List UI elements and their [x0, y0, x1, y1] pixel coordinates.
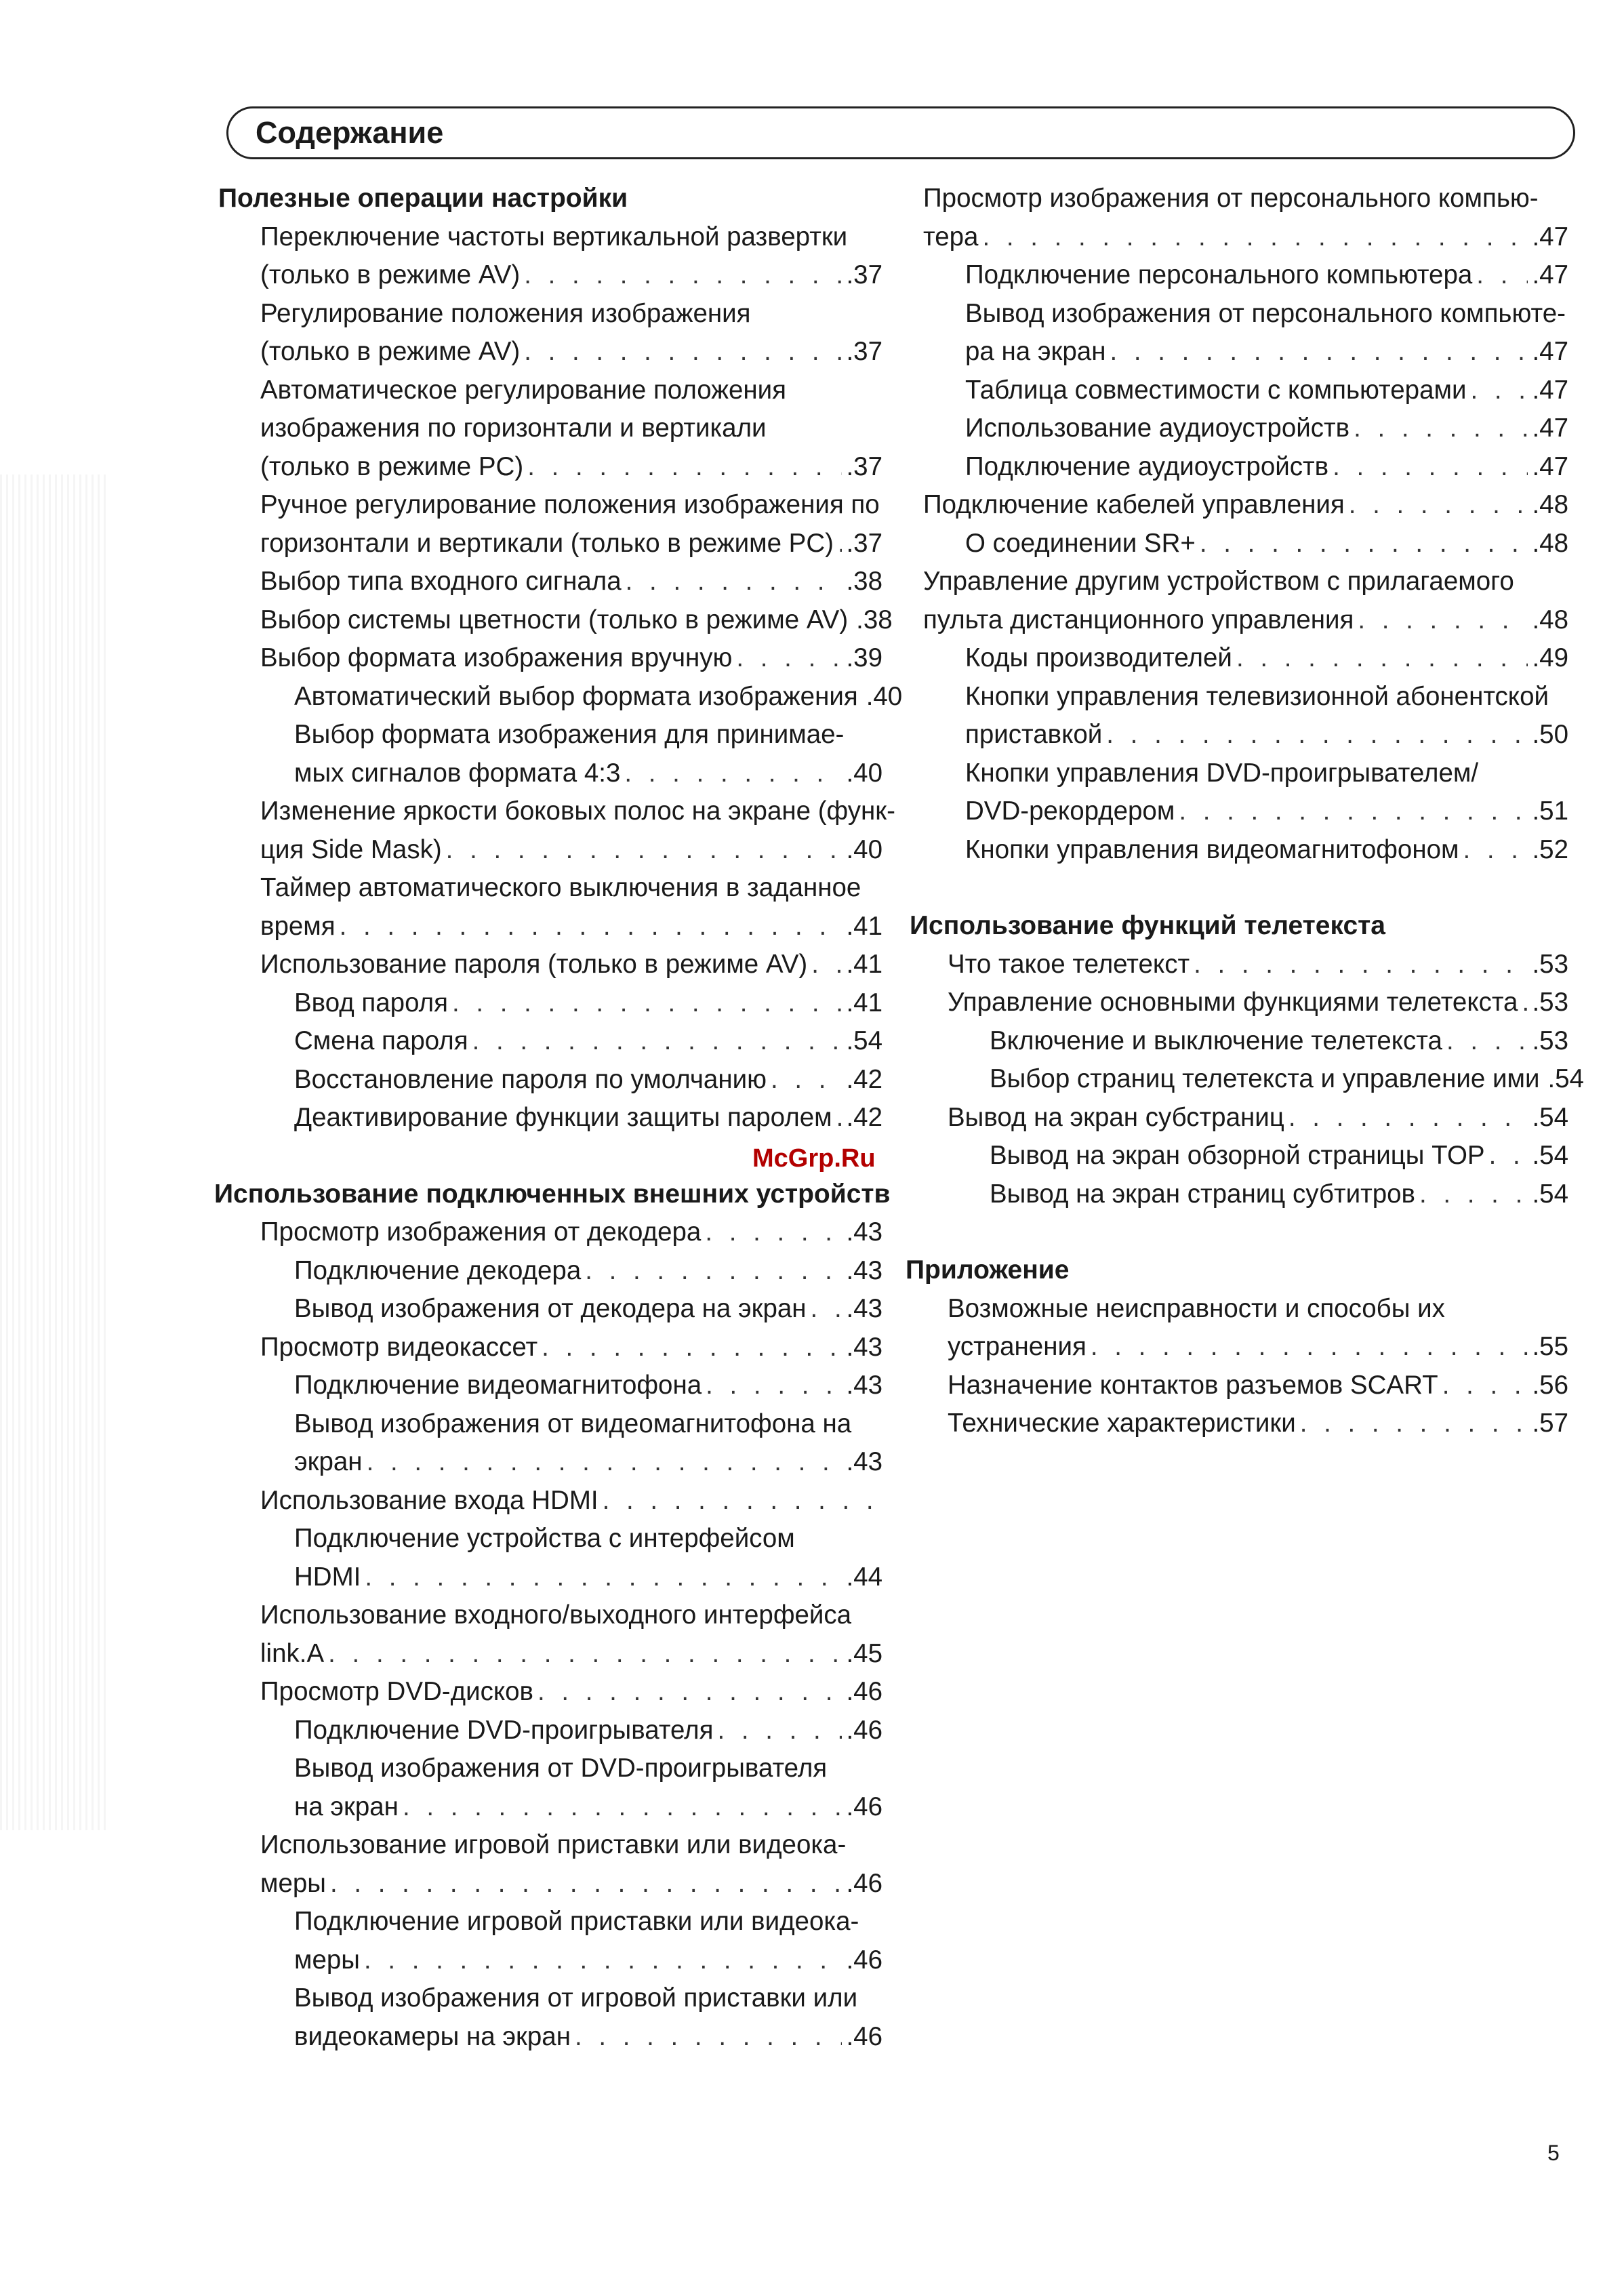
dot-leader	[1236, 639, 1528, 678]
dot-leader	[472, 1022, 843, 1061]
toc-entry	[948, 1099, 1568, 1137]
toc-page-number: .48	[1532, 605, 1568, 634]
toc-page-number: .45	[846, 1638, 882, 1668]
toc-entry	[965, 525, 1568, 563]
toc-page-number: .41	[846, 950, 882, 979]
toc-page-number: .40	[846, 758, 882, 788]
dot-leader	[811, 1290, 843, 1329]
dot-leader	[1354, 409, 1528, 448]
toc-entry-text: (только в режиме PC)	[260, 451, 524, 481]
dot-leader	[705, 1213, 842, 1252]
toc-entry-text: Кнопки управления видеомагнитофоном	[965, 834, 1459, 864]
toc-page-number: .48	[1532, 490, 1568, 519]
toc-entry-text: Просмотр видеокассет	[260, 1332, 538, 1362]
section-heading: Использование подключенных внешних устройств	[214, 1179, 891, 1209]
toc-entry-text: Использование входного/выходного интерфейса	[260, 1600, 852, 1630]
toc-page-number: .43	[846, 1332, 882, 1362]
toc-entry	[990, 1022, 1568, 1061]
toc-page-number: .43	[846, 1371, 882, 1400]
toc-entry-text: Кнопки управления DVD-проигрывателем/	[965, 758, 1479, 788]
toc-entry	[294, 1750, 882, 1826]
dot-leader	[603, 1482, 878, 1520]
toc-page-number: .43	[846, 1217, 882, 1247]
toc-entry-text: Кнопки управления телевизионной абонентской	[965, 681, 1549, 711]
toc-page-number: .46	[846, 1715, 882, 1745]
toc-entry	[260, 1213, 882, 1252]
toc-page-number: .44	[846, 1562, 882, 1592]
dot-leader	[838, 525, 842, 563]
toc-entry-text: Выбор страниц телетекста и управление ими	[990, 1064, 1540, 1093]
toc-page-number: .37	[846, 260, 882, 289]
left-column	[214, 180, 903, 2056]
toc-entry	[965, 295, 1568, 371]
toc-entry-text: Подключение кабелей управления	[923, 490, 1345, 519]
toc-page-number: .37	[846, 451, 882, 481]
toc-entry-text: Что такое телетекст	[948, 949, 1190, 979]
dot-leader	[403, 1788, 843, 1827]
toc-page-number: .46	[846, 2021, 882, 2051]
toc-entry-text: пульта дистанционного управления	[923, 605, 1354, 634]
toc-entry-text: Включение и выключение телетекста	[990, 1026, 1442, 1055]
dot-leader	[537, 1673, 842, 1712]
toc-entry-text: на экран	[294, 1792, 399, 1821]
section-heading: Использование функций телетекста	[910, 911, 1385, 940]
toc-page-number: .41	[846, 911, 882, 941]
toc-entry	[948, 1405, 1568, 1443]
dot-leader	[1194, 946, 1528, 984]
toc-entry-text: Автоматическое регулирование положения	[260, 375, 787, 405]
dot-leader	[1091, 1328, 1528, 1367]
toc-group	[218, 1213, 882, 2056]
toc-entry-text: Подключение видеомагнитофона	[294, 1371, 702, 1400]
toc-entry	[294, 1022, 882, 1061]
dot-leader	[1300, 1405, 1528, 1443]
toc-entry-text: Использование пароля (только в режиме AV)	[260, 950, 808, 979]
toc-entry-text: устранения	[948, 1332, 1087, 1361]
toc-page-number: .39	[846, 643, 882, 672]
right-column	[906, 180, 1584, 1443]
toc-entry	[294, 1405, 882, 1482]
dot-leader	[624, 754, 842, 793]
toc-entry-text: ция Side Mask)	[260, 834, 442, 864]
toc-entry	[965, 409, 1568, 448]
watermark: McGrp.Ru	[752, 1144, 876, 1173]
toc-entry-text: Ручное регулирование положения изображения по	[260, 490, 880, 519]
toc-entry	[294, 1290, 882, 1329]
toc-entry-text: Переключение частоты вертикальной развертки	[260, 222, 848, 251]
toc-entry	[260, 1596, 882, 1673]
dot-leader	[1489, 1137, 1528, 1175]
toc-entry	[260, 371, 882, 487]
dot-leader	[328, 1635, 842, 1674]
dot-leader	[452, 984, 842, 1023]
dot-leader	[1442, 1367, 1528, 1405]
toc-entry	[294, 984, 882, 1023]
dot-leader	[367, 1443, 843, 1482]
toc-entry-text: Управление основными функциями телетекста	[948, 988, 1518, 1017]
toc-page-number: .40	[866, 681, 903, 711]
toc-page-number: .50	[1532, 720, 1568, 749]
toc-page-number: .46	[846, 1868, 882, 1898]
toc-entry	[990, 1137, 1568, 1175]
toc-page-number: .52	[1532, 834, 1568, 864]
toc-entry-text: Вывод изображения от декодера на экран	[294, 1294, 807, 1323]
toc-page-number: .46	[846, 1677, 882, 1706]
toc-entry	[965, 754, 1568, 831]
toc-entry	[948, 1367, 1568, 1405]
toc-entry-text: Просмотр изображения от персонального компью-	[923, 184, 1539, 213]
toc-entry-text: Вывод изображения от DVD-проигрывателя	[294, 1754, 828, 1783]
toc-page-number: .43	[846, 1255, 882, 1285]
dot-leader	[1110, 333, 1528, 371]
dot-leader	[542, 1329, 842, 1367]
toc-entry-text: Вывод на экран страниц субтитров	[990, 1179, 1415, 1209]
toc-entry-text: Использование игровой приставки или видеока-	[260, 1830, 847, 1859]
toc-entry-text: Просмотр DVD-дисков	[260, 1677, 533, 1706]
dot-leader	[1470, 371, 1528, 410]
toc-page-number: .49	[1532, 643, 1568, 672]
toc-entry-text: приставкой	[965, 720, 1103, 749]
toc-entry-text: (только в режиме AV)	[260, 260, 521, 289]
toc-entry-text: Вывод на экран обзорной страницы TOP	[990, 1141, 1485, 1170]
toc-entry	[260, 946, 882, 984]
toc-page-number: .43	[846, 1294, 882, 1323]
toc-entry	[260, 869, 882, 946]
toc-entry-text: Подключение DVD-проигрывателя	[294, 1715, 714, 1745]
toc-entry-text: Регулирование положения изображения	[260, 298, 751, 328]
dot-leader	[1463, 831, 1528, 870]
toc-entry	[260, 218, 882, 295]
toc-page-number: .47	[1532, 222, 1568, 251]
dot-leader	[1358, 601, 1528, 640]
toc-entry	[294, 1061, 882, 1099]
toc-entry-text: Просмотр изображения от декодера	[260, 1217, 702, 1247]
toc-page-number: .53	[1532, 988, 1568, 1017]
toc-entry	[294, 1520, 882, 1596]
toc-page-number: .54	[1532, 1102, 1568, 1132]
dot-leader	[575, 2018, 843, 2057]
dot-leader	[330, 1865, 843, 1903]
toc-entry	[294, 1979, 882, 2056]
toc-entry	[260, 1673, 882, 1712]
toc-entry-text: Подключение персонального компьютера	[965, 260, 1473, 289]
toc-entry	[948, 1290, 1568, 1367]
toc-page-number: .47	[1532, 260, 1568, 289]
toc-entry	[965, 831, 1568, 870]
dot-leader	[527, 448, 842, 487]
toc-entry-text: Коды производителей	[965, 643, 1232, 672]
toc-page-number: .40	[846, 834, 882, 864]
toc-page-number: .53	[1532, 1026, 1568, 1055]
toc-page-number: .43	[846, 1447, 882, 1476]
toc-entry	[260, 486, 882, 563]
toc-page-number: .42	[846, 1064, 882, 1094]
toc-entry	[260, 1826, 882, 1903]
toc-entry-text: (только в режиме AV)	[260, 337, 521, 366]
toc-page-number: .42	[846, 1103, 882, 1132]
toc-entry-text: Вывод изображения от видеомагнитофона на	[294, 1409, 852, 1438]
toc-entry-text: Выбор формата изображения для принимае-	[294, 720, 845, 749]
dot-leader	[585, 1252, 842, 1291]
toc-entry-text: Подключение устройства с интерфейсом	[294, 1524, 795, 1553]
toc-page-number: .46	[846, 1945, 882, 1975]
toc-page-number: .51	[1532, 796, 1568, 826]
toc-entry-text: Технические характеристики	[948, 1409, 1296, 1438]
toc-entry-text: Возможные неисправности и способы их	[948, 1293, 1445, 1323]
toc-page-number: .47	[1532, 451, 1568, 481]
page-title: Содержание	[256, 115, 444, 150]
toc-page-number: .54	[1532, 1141, 1568, 1170]
toc-entry-text: Смена пароля	[294, 1026, 468, 1055]
toc-entry	[965, 639, 1568, 678]
toc-entry-text: link.A	[260, 1638, 325, 1668]
toc-entry-text: Вывод на экран субстраниц	[948, 1102, 1284, 1132]
dot-leader	[706, 1367, 842, 1405]
dot-leader	[1200, 525, 1528, 563]
toc-entry	[294, 1903, 882, 1979]
toc-page-number: .37	[846, 528, 882, 558]
toc-entry	[923, 486, 1568, 525]
dot-leader	[1476, 256, 1528, 295]
toc-entry	[294, 678, 903, 716]
toc-entry	[260, 1482, 882, 1520]
dot-leader	[771, 1061, 842, 1099]
toc-page-number: .54	[1532, 1179, 1568, 1209]
toc-entry-text: О соединении SR+	[965, 528, 1196, 558]
toc-entry	[965, 371, 1568, 410]
toc-entry	[294, 1099, 882, 1137]
toc-entry	[948, 984, 1568, 1022]
toc-entry-text: мых сигналов формата 4:3	[294, 758, 621, 788]
dot-leader	[1522, 984, 1528, 1022]
dot-leader	[1349, 486, 1528, 525]
section-heading: Полезные операции настройки	[218, 184, 628, 213]
toc-group	[948, 946, 1584, 1214]
dot-leader	[736, 639, 842, 678]
toc-entry-text: Подключение декодера	[294, 1255, 582, 1285]
toc-entry-text: экран	[294, 1447, 363, 1476]
toc-entry-text: Управление другим устройством с прилагаемого	[923, 567, 1514, 596]
dot-leader	[1333, 448, 1528, 487]
toc-entry-text: Использование аудиоустройств	[965, 413, 1350, 443]
toc-entry	[260, 295, 882, 371]
toc-page-number: .37	[846, 337, 882, 366]
dot-leader	[1446, 1022, 1528, 1061]
toc-group	[923, 180, 1568, 869]
toc-entry-text: ра на экран	[965, 337, 1106, 366]
toc-page-number: .54	[846, 1026, 882, 1055]
toc-entry-text: изображения по горизонтали и вертикали	[260, 413, 767, 443]
toc-entry-text: Таблица совместимости с компьютерами	[965, 375, 1467, 405]
toc-entry-text: Подключение аудиоустройств	[965, 451, 1329, 481]
dot-leader	[524, 333, 842, 371]
toc-entry	[260, 601, 893, 640]
toc-entry-text: Подключение игровой приставки или видеока-	[294, 1907, 859, 1936]
toc-entry	[965, 256, 1568, 295]
toc-entry-text: Выбор системы цветности (только в режиме AV)	[260, 605, 849, 634]
toc-page-number: .38	[856, 605, 893, 634]
dot-leader	[340, 908, 843, 946]
section-heading: Приложение	[906, 1255, 1070, 1285]
toc-entry	[990, 1175, 1568, 1214]
dot-leader	[811, 946, 842, 984]
dot-leader	[1179, 792, 1528, 831]
toc-entry-text: Использование входа HDMI	[260, 1485, 598, 1515]
toc-entry-text: видеокамеры на экран	[294, 2021, 571, 2051]
toc-page-number: .57	[1532, 1409, 1568, 1438]
dot-leader	[1288, 1099, 1528, 1137]
toc-entry-text: Выбор типа входного сигнала	[260, 567, 622, 596]
toc-entry-text: Вывод изображения от игровой приставки или	[294, 1983, 858, 2013]
dot-leader	[364, 1941, 843, 1980]
toc-entry	[294, 1712, 882, 1750]
toc-entry-text: Изменение яркости боковых полос на экране (функ-	[260, 796, 895, 826]
toc-entry	[294, 716, 882, 792]
toc-entry	[965, 448, 1568, 487]
toc-page-number: .54	[1547, 1064, 1584, 1093]
dot-leader	[1419, 1175, 1528, 1214]
toc-page-number: .56	[1532, 1370, 1568, 1400]
toc-entry-text: Деактивирование функции защиты паролем	[294, 1103, 832, 1132]
dot-leader	[524, 256, 842, 295]
toc-page-number: .47	[1532, 337, 1568, 366]
toc-entry	[260, 639, 882, 678]
toc-group	[948, 1290, 1568, 1443]
toc-entry-text: Вывод изображения от персонального компьюте-	[965, 298, 1566, 328]
toc-entry	[260, 1329, 882, 1367]
dot-leader	[982, 218, 1528, 257]
dot-leader	[836, 1099, 843, 1137]
toc-entry-text: Восстановление пароля по умолчанию	[294, 1064, 767, 1094]
dot-leader	[717, 1712, 842, 1750]
toc-entry	[294, 1252, 882, 1291]
toc-entry-text: HDMI	[294, 1562, 361, 1592]
toc-entry	[965, 678, 1568, 754]
toc-page-number: .46	[846, 1792, 882, 1821]
toc-group	[218, 218, 903, 1137]
toc-entry-text: Таймер автоматического выключения в заданное	[260, 873, 861, 902]
toc-entry-text: меры	[294, 1945, 360, 1975]
toc-page-number: .53	[1532, 949, 1568, 979]
toc-page-number: .55	[1532, 1332, 1568, 1361]
dot-leader	[446, 831, 843, 870]
toc-entry	[260, 563, 882, 601]
toc-entry	[294, 1367, 882, 1405]
title-frame	[226, 106, 1575, 159]
toc-entry	[948, 946, 1568, 984]
toc-entry-text: Автоматический выбор формата изображения	[294, 681, 858, 711]
toc-entry-text: Выбор формата изображения вручную	[260, 643, 733, 672]
toc-entry	[923, 180, 1568, 256]
toc-page-number: .38	[846, 567, 882, 596]
toc-entry-text: горизонтали и вертикали (только в режиме PC)	[260, 528, 834, 558]
toc-entry	[923, 563, 1568, 639]
toc-entry-text: Ввод пароля	[294, 988, 448, 1017]
dot-leader	[1106, 716, 1528, 754]
page-number: 5	[1547, 2141, 1560, 2165]
dot-leader	[365, 1558, 842, 1597]
toc-page-number: .47	[1532, 375, 1568, 405]
toc-entry-text: Назначение контактов разъемов SCART	[948, 1370, 1438, 1400]
toc-page-number: .48	[1532, 528, 1568, 558]
toc-entry	[990, 1060, 1584, 1099]
toc-page-number: .41	[846, 988, 882, 1017]
toc-entry	[260, 792, 895, 869]
toc-page-number: .47	[1532, 413, 1568, 443]
toc-entry-text: DVD-рекордером	[965, 796, 1175, 826]
toc-entry-text: меры	[260, 1868, 326, 1898]
dot-leader	[626, 563, 843, 601]
toc-entry-text: время	[260, 911, 336, 941]
toc-entry-text: тера	[923, 222, 979, 251]
scan-edge-noise	[0, 474, 108, 1830]
